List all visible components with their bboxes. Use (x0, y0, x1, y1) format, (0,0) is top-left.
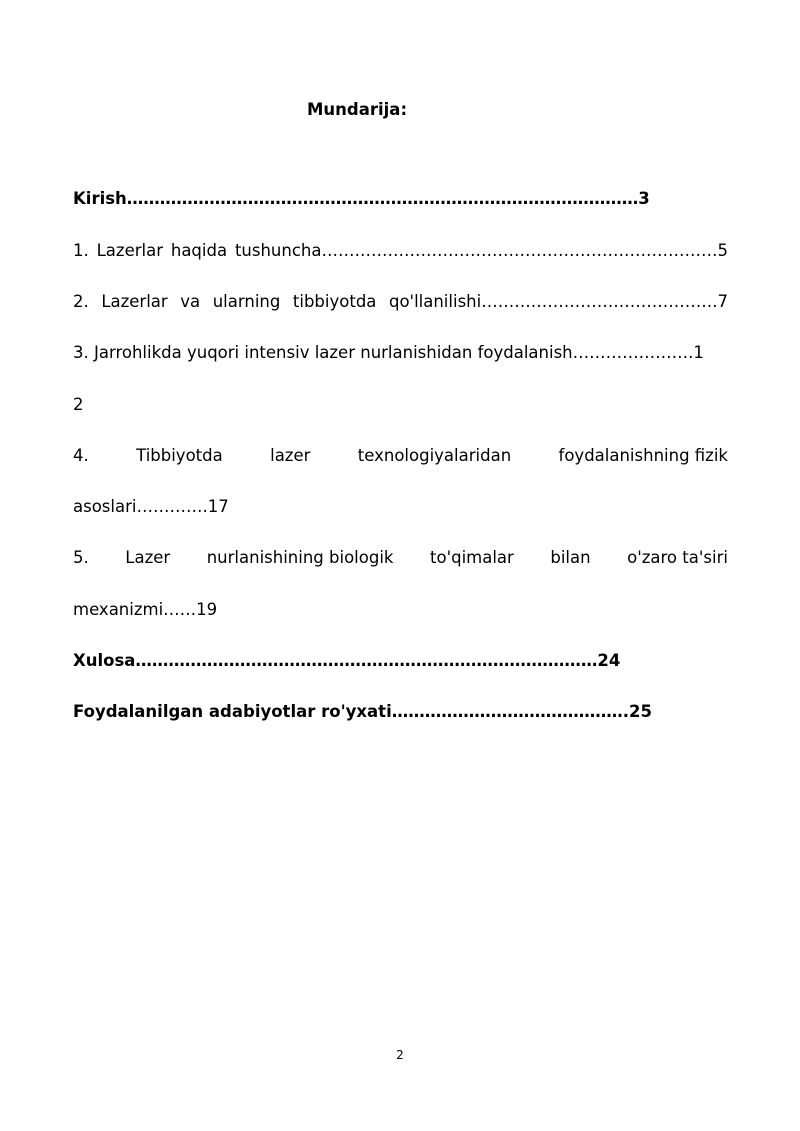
toc-word: texnologiyalaridan (357, 446, 512, 465)
toc-word: 5. (73, 548, 89, 567)
toc-word: 2. (73, 292, 89, 311)
toc-entry-4-continuation: asoslari………….17 (73, 497, 229, 516)
toc-word: tushuncha………………………………………………………………5 (234, 241, 728, 260)
toc-word: foydalanishning fizik (558, 446, 728, 465)
toc-word: nurlanishining biologik (206, 548, 394, 567)
toc-word: bilan (550, 548, 591, 567)
toc-word: Lazerlar (101, 292, 168, 311)
toc-word: 4. (73, 446, 89, 465)
toc-word: tibbiyotda (292, 292, 377, 311)
toc-entry-5 (73, 547, 728, 569)
toc-word: Lazerlar (96, 241, 163, 260)
page-number: 2 (396, 1048, 404, 1062)
toc-entry-kirish: Kirish…………………………………………………………………………………3 (73, 189, 650, 208)
toc-word: va (180, 292, 201, 311)
toc-word: 1. (73, 241, 89, 260)
toc-word: lazer (270, 446, 311, 465)
toc-entry-2 (73, 291, 728, 313)
toc-word: haqida (170, 241, 228, 260)
toc-entry-4 (73, 445, 728, 467)
toc-entry-adabiyotlar: Foydalanilgan adabiyotlar ro'yxati…………………………………….25 (73, 702, 652, 721)
toc-entry-3-continuation: 2 (73, 395, 84, 414)
toc-word: Tibbiyotda (136, 446, 223, 465)
toc-entry-xulosa: Xulosa…………………………………………………………………………24 (73, 651, 621, 670)
toc-word: o'zaro ta'siri (627, 548, 728, 567)
toc-word: qo'llanilishi…………………………………….7 (388, 292, 728, 311)
toc-entry-5-continuation: mexanizmi……19 (73, 600, 218, 619)
toc-entry-1 (73, 240, 728, 262)
toc-entry-3: 3. Jarrohlikda yuqori intensiv lazer nurlanishidan foydalanish………………….1 (73, 343, 704, 362)
toc-word: Lazer (125, 548, 171, 567)
page-title: Mundarija: (307, 100, 408, 119)
toc-word: ularning (212, 292, 281, 311)
toc-word: to'qimalar (430, 548, 514, 567)
